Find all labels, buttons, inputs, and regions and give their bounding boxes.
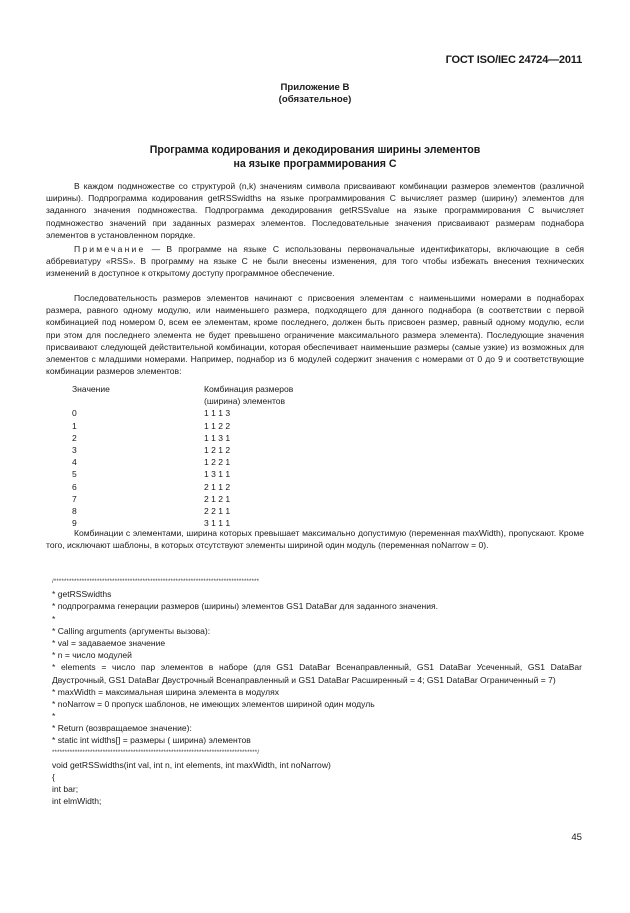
intro-text: В каждом подмножестве со структурой (n,k) значениям символа присваивают комбинации размеров элементов (различной ширины). Подпрограмма кодирования getRSSwidths на языке программирования С вычисляет размер (ширину) элементов для заданного значения подмножества. Подпрограмма декодирования getRSSvalue на языке программирования С вычисляет подмножество значений при заданных размерах элементов. Последовательные значения присваивают размерам поднабора элементов в установленном порядке. [46, 181, 584, 240]
code-comment-open: /********************************************************************************* [52, 579, 260, 585]
standard-identifier: ГОСТ ISO/IEC 24724—2011 [445, 54, 582, 66]
table-row [72, 420, 404, 432]
cell-value: 2 [72, 432, 77, 443]
note-label: Примечание [74, 244, 146, 254]
cell-value: 6 [72, 481, 77, 492]
cell-value: 7 [72, 493, 77, 504]
page-number: 45 [571, 832, 582, 843]
cell-value: 8 [72, 505, 77, 516]
cell-value: 5 [72, 469, 77, 480]
cell-combination: 1 2 1 2 [204, 444, 231, 455]
table-row [72, 407, 404, 419]
exclusions-text: Комбинации с элементами, ширина которых превышает максимально допустимую (переменная maxWidth), пропускают. Кроме того, исключают шаблоны, в которых отсутствуют элементы шириной один модуль (переменная noNarrow = 0). [46, 528, 584, 551]
intro-paragraph [46, 180, 584, 241]
cell-value: 4 [72, 457, 77, 468]
note-paragraph [46, 243, 584, 280]
header-combination-cont: (ширина) элементов [204, 396, 286, 407]
table-row [72, 444, 404, 456]
section-title [0, 143, 630, 171]
cell-combination: 3 1 1 1 [204, 518, 231, 529]
code-line: * подпрограмма генерации размеров (ширины) элементов GS1 DataBar для заданного значения. [52, 601, 438, 612]
code-comment-close: *********************************************************************************/ [52, 749, 260, 756]
note-text: — В программе на языке С использованы первоначальные идентификаторы, включающие в себя аббревиатуру «RSS». В программу на языке С не были внесены изменения, для того чтобы избежать внесения технических изменений в доступное к открытому доступу программное обеспечение. [46, 244, 584, 279]
cell-combination: 1 3 1 1 [204, 469, 231, 480]
cell-value: 1 [72, 420, 77, 431]
header-value: Значение [72, 384, 110, 394]
sequence-paragraph [46, 292, 584, 377]
code-line: * noNarrow = 0 пропуск шаблонов, не имеющих элементов шириной один модуль [52, 698, 375, 709]
code-line: * [52, 711, 56, 722]
annex-label: Приложение В [280, 82, 350, 93]
cell-value: 3 [72, 444, 77, 455]
section-title-line-2: на языке программирования С [233, 158, 397, 170]
code-line: * n = число модулей [52, 650, 132, 661]
code-line: * Calling arguments (аргументы вызова): [52, 625, 211, 636]
cell-combination: 1 1 3 1 [204, 432, 231, 443]
cell-value: 9 [72, 518, 77, 529]
code-line: * getRSSwidths [52, 589, 112, 600]
table-row [72, 481, 404, 493]
code-listing [52, 576, 582, 808]
cell-combination: 2 1 1 2 [204, 481, 231, 492]
table-row [72, 432, 404, 444]
cell-combination: 2 2 1 1 [204, 505, 231, 516]
code-line: * val = задаваемое значение [52, 637, 166, 648]
cell-combination: 1 2 2 1 [204, 457, 231, 468]
cell-value: 0 [72, 408, 77, 419]
cell-combination: 2 1 2 1 [204, 493, 231, 504]
combination-table [72, 383, 404, 529]
code-line: void getRSSwidths(int val, int n, int elements, int maxWidth, int noNarrow) [52, 759, 331, 770]
table-row [72, 493, 404, 505]
cell-combination: 1 1 2 2 [204, 420, 231, 431]
header-combination: Комбинация размеров [204, 384, 294, 394]
code-line: int elmWidth; [52, 796, 102, 807]
table-row [72, 505, 404, 517]
cell-combination: 1 1 1 3 [204, 408, 231, 419]
section-title-line-1: Программа кодирования и декодирования ширины элементов [149, 144, 481, 156]
annex-heading [0, 82, 630, 106]
code-line: * [52, 613, 56, 624]
table-row [72, 456, 404, 468]
annex-status: (обязательное) [278, 94, 352, 105]
table-row [72, 468, 404, 480]
code-line: * maxWidth = максимальная ширина элемента в модулях [52, 686, 280, 697]
code-line: { [52, 772, 55, 783]
code-line: * Return (возвращаемое значение): [52, 723, 192, 734]
code-line: * static int widths[] = размеры ( ширина) элементов [52, 735, 251, 746]
table-header-row-2 [72, 395, 404, 407]
table-header-row [72, 383, 404, 395]
sequence-text: Последовательность размеров элементов начинают с присвоения элементам с наименьшими номерами в поднаборах размера, равного одному модулю, или наименьшего размера, подходящего для данного поднабора (в соответствии с первой комбинацией под номером 0, всем ее элементам, кроме последнего, должен быть присвоен размер, равный одному модулю, если при этом для последнего элемента не будет превышено ограничение максимального размера элемента). Последующие значения присваивают следующей действительной комбинации, которая обеспечивает наименьшие размеры (самые узкие) из возможных для элементов с младшими номерами. Например, поднабор из 6 модулей содержит значения с номерами от 0 до 9 и соответствующие комбинации размеров элементов: [46, 293, 584, 377]
exclusions-paragraph [46, 527, 584, 551]
code-line: int bar; [52, 784, 79, 795]
code-line: * elements = число пар элементов в наборе (для GS1 DataBar Всенаправленный, GS1 DataBar Усеченный, GS1 DataBar Двустрочный, GS1 DataBar Двустрочный Всенаправленный и GS1 DataBar Расширенный = 4; GS1 DataBar Ограниченный = 7) [52, 662, 582, 685]
